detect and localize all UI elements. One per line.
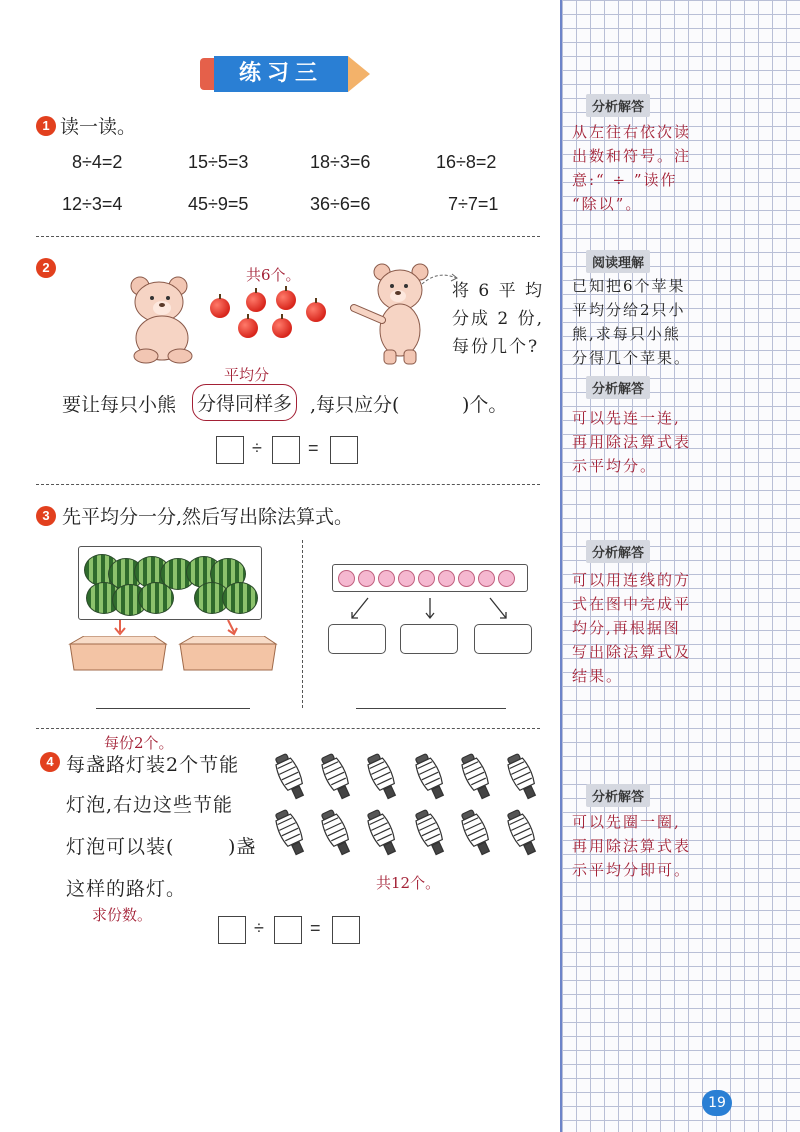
q2-sentence-pre: 要让每只小熊 [62, 394, 177, 416]
q2-speech-1: 将 6 平 均 [452, 281, 545, 301]
q4-per-note: 每份2个。 [104, 734, 174, 752]
q3-group-box-1[interactable] [328, 624, 386, 654]
note-1-line-4: “除以”。 [572, 195, 643, 213]
bead [358, 570, 375, 587]
note-2-line-1: 已知把6个苹果 [572, 277, 686, 295]
q1-eq-1: 8÷4=2 [72, 152, 123, 172]
box-left [66, 636, 170, 672]
note-1-badge: 分析解答 [586, 94, 650, 117]
apple [210, 298, 230, 318]
note-3-badge: 分析解答 [586, 376, 650, 399]
q1-prompt: 读一读。 [60, 116, 137, 138]
note-2-line-2: 平均分给2只小 [572, 301, 686, 319]
bulb-icon [272, 752, 309, 801]
note-5-line-2: 再用除法算式表 [572, 837, 692, 855]
note-3-line-1: 可以先连一连, [572, 409, 681, 427]
bulb-icon [458, 752, 495, 801]
q1-eq-4: 16÷8=2 [436, 152, 497, 172]
apple [276, 290, 296, 310]
apple [238, 318, 258, 338]
note-3-line-3: 示平均分。 [572, 457, 658, 475]
bulb-icon [318, 808, 355, 857]
q2-sentence-end: )个。 [462, 394, 508, 416]
q2-total-note: 共6个。 [246, 266, 301, 284]
q1-number: 1 [36, 116, 56, 136]
q3-group-box-2[interactable] [400, 624, 458, 654]
q4-line-1: 每盏路灯装2个节能 [66, 754, 240, 776]
divider-1 [36, 236, 540, 237]
bulb-grid [272, 752, 542, 862]
note-1-line-1: 从左往右依次读 [572, 123, 692, 141]
q4-total-note: 共12个。 [376, 874, 441, 892]
bead [498, 570, 515, 587]
bulb-icon [412, 808, 449, 857]
note-4-badge: 分析解答 [586, 540, 650, 563]
q4-answer-box-2[interactable] [274, 916, 302, 944]
bead [338, 570, 355, 587]
divider-3 [36, 728, 540, 729]
q2-speech-3: 每份几个? [452, 337, 540, 357]
apple [246, 292, 266, 312]
bulb-icon [412, 752, 449, 801]
note-5-line-3: 示平均分即可。 [572, 861, 692, 879]
q2-avg-note: 平均分 [224, 366, 270, 384]
q1-eq-2: 15÷5=3 [188, 152, 249, 172]
box-right [176, 636, 280, 672]
q1-eq-3: 18÷3=6 [310, 152, 371, 172]
note-2-line-4: 分得几个苹果。 [572, 349, 692, 367]
q2-answer-box-1[interactable] [216, 436, 244, 464]
bead [418, 570, 435, 587]
q4-line-3a: 灯泡可以装( [66, 836, 175, 858]
title-banner [200, 56, 370, 92]
q1-eq-8: 7÷7=1 [448, 194, 499, 214]
q4-answer-box-3[interactable] [332, 916, 360, 944]
q4-answer-box-1[interactable] [218, 916, 246, 944]
q3-prompt: 先平均分一分,然后写出除法算式。 [62, 506, 354, 528]
q4-number: 4 [40, 752, 60, 772]
bead [378, 570, 395, 587]
q2-speech-2: 分成 2 份, [452, 309, 545, 329]
bulb-icon [504, 752, 541, 801]
q4-div-sign: ÷ [254, 918, 264, 938]
bead [478, 570, 495, 587]
arrow-to-box-right [222, 618, 242, 638]
q2-answer-box-3[interactable] [330, 436, 358, 464]
q2-number: 2 [36, 258, 56, 278]
note-5-badge: 分析解答 [586, 784, 650, 807]
q2-eq-sign: = [308, 438, 319, 458]
note-1-line-3: 意:“ ÷ ”读作 [572, 171, 678, 189]
note-3-line-2: 再用除法算式表 [572, 433, 692, 451]
note-2-badge: 阅读理解 [586, 250, 650, 273]
bead [398, 570, 415, 587]
note-1-line-2: 出数和符号。注 [572, 147, 692, 165]
bulb-icon [364, 808, 401, 857]
watermelon [138, 582, 174, 614]
apple [306, 302, 326, 322]
q3-center-divider [302, 540, 303, 708]
q2-sentence-post: ,每只应分( [310, 394, 400, 416]
bulb-icon [318, 752, 355, 801]
page-title: 练习三 [238, 61, 323, 86]
q2-div-sign: ÷ [252, 438, 262, 458]
note-4-line-2: 式在图中完成平 [572, 595, 692, 613]
watermelon [222, 582, 258, 614]
q4-find-note: 求份数。 [92, 906, 153, 924]
bead [438, 570, 455, 587]
q4-eq-sign: = [310, 918, 321, 938]
note-4-line-1: 可以用连线的方 [572, 571, 692, 589]
arrow-to-box-left [110, 618, 130, 638]
q3-group-box-3[interactable] [474, 624, 532, 654]
panel-divider [560, 0, 562, 1132]
note-2-line-3: 熊,求每只小熊 [572, 325, 681, 343]
q2-sentence-circled: 分得同样多 [192, 384, 297, 421]
bulb-icon [364, 752, 401, 801]
note-4-line-4: 写出除法算式及 [572, 643, 692, 661]
bear-left-illustration [124, 268, 204, 364]
note-4-line-3: 均分,再根据图 [572, 619, 681, 637]
note-5-line-1: 可以先圈一圈, [572, 813, 681, 831]
bead-arrows [330, 594, 530, 624]
q1-eq-7: 36÷6=6 [310, 194, 371, 214]
q4-line-2: 灯泡,右边这些节能 [66, 794, 234, 816]
page-number: 19 [702, 1090, 732, 1116]
divider-2 [36, 484, 540, 485]
q1-eq-5: 12÷3=4 [62, 194, 123, 214]
q3-number: 3 [36, 506, 56, 526]
bulb-icon [504, 808, 541, 857]
q2-answer-box-2[interactable] [272, 436, 300, 464]
note-4-line-5: 结果。 [572, 667, 624, 685]
bulb-icon [272, 808, 309, 857]
q3-answer-line-2[interactable] [356, 708, 506, 709]
q4-line-3b: )盏 [228, 836, 257, 858]
bulb-icon [458, 808, 495, 857]
q1-eq-6: 45÷9=5 [188, 194, 249, 214]
q4-line-4: 这样的路灯。 [66, 878, 187, 900]
bead [458, 570, 475, 587]
apple [272, 318, 292, 338]
q3-answer-line-1[interactable] [96, 708, 250, 709]
